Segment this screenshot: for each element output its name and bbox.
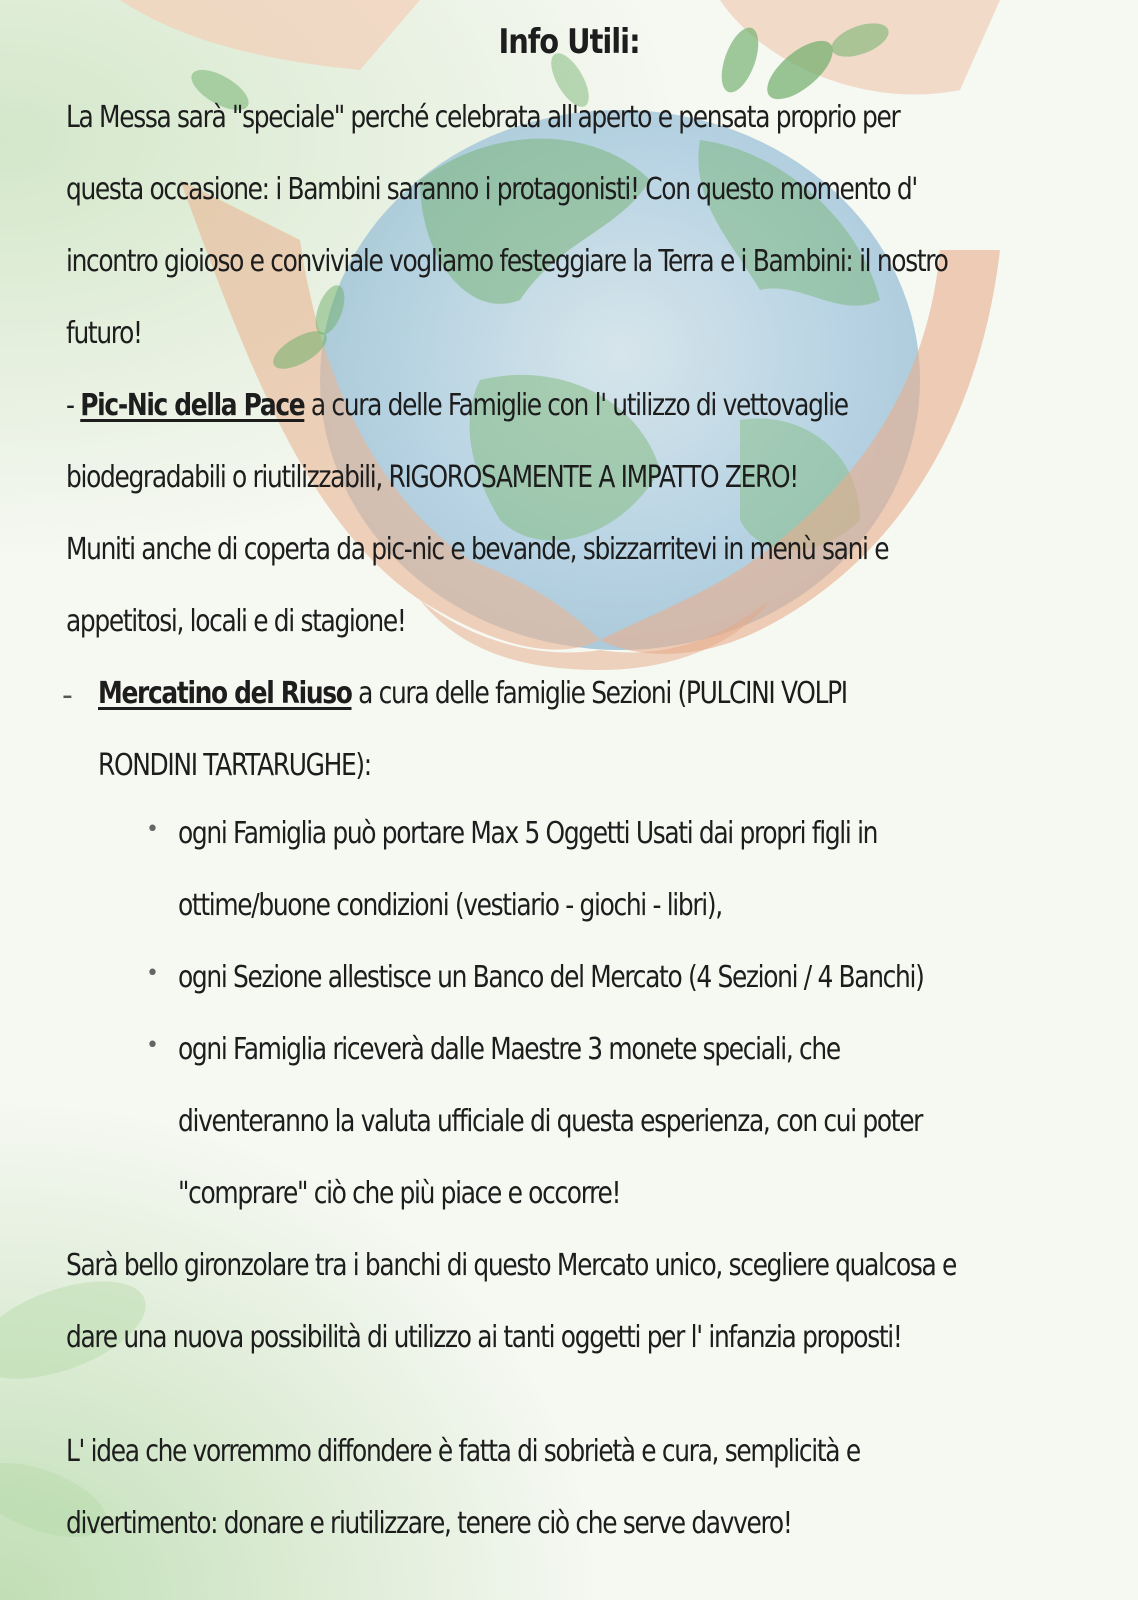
list-item: ogni Sezione allestisce un Banco del Mercato (4 Sezioni / 4 Banchi) [178,960,924,995]
mercatino-line: RONDINI TARTARUGHE): [98,748,371,783]
picnic-line: Muniti anche di coperta da pic-nic e bevande, sbizzarritevi in menù sani e [66,532,889,567]
list-item: ogni Famiglia può portare Max 5 Oggetti Usati dai propri figli in [178,816,878,851]
mercatino-dash: - [62,678,73,713]
intro-line: incontro gioioso e conviviale vogliamo festeggiare la Terra e i Bambini: il nostro [66,244,948,279]
bullet-icon: • [146,1033,159,1058]
closing-line: Sarà bello gironzolare tra i banchi di questo Mercato unico, scegliere qualcosa e [66,1248,957,1283]
list-item: ottime/buone condizioni (vestiario - giochi - libri), [178,888,722,923]
mercatino-heading-line [98,674,847,714]
list-item: ogni Famiglia riceverà dalle Maestre 3 monete speciali, che [178,1032,840,1067]
intro-line: La Messa sarà "speciale" perché celebrata all'aperto e pensata proprio per [66,100,900,135]
picnic-prefix: - [66,388,81,423]
picnic-title: Pic-Nic della Pace [80,388,305,423]
page-title: Info Utili: [498,22,640,62]
picnic-heading-line [66,386,848,426]
intro-line: questa occasione: i Bambini saranno i protagonisti! Con questo momento d' [66,172,917,207]
bullet-icon: • [146,961,159,986]
list-item: diventeranno la valuta ufficiale di questa esperienza, con cui poter [178,1104,923,1139]
idea-line: L' idea che vorremmo diffondere è fatta di sobrietà e cura, semplicità e [66,1434,860,1469]
list-item: "comprare" ciò che più piace e occorre! [178,1176,621,1211]
picnic-line: appetitosi, locali e di stagione! [66,604,406,639]
bullet-icon: • [146,817,159,842]
picnic-line1-rest: a cura delle Famiglie con l' utilizzo di vettovaglie [304,388,848,423]
picnic-line: biodegradabili o riutilizzabili, RIGOROSAMENTE A IMPATTO ZERO! [66,460,798,495]
mercatino-title: Mercatino del Riuso [98,676,352,711]
closing-line: dare una nuova possibilità di utilizzo ai tanti oggetti per l' infanzia proposti! [66,1320,902,1355]
idea-line: divertimento: donare e riutilizzare, tenere ciò che serve davvero! [66,1506,792,1541]
intro-line: futuro! [66,316,142,351]
mercatino-line1-rest: a cura delle famiglie Sezioni (PULCINI VOLPI [351,676,847,711]
